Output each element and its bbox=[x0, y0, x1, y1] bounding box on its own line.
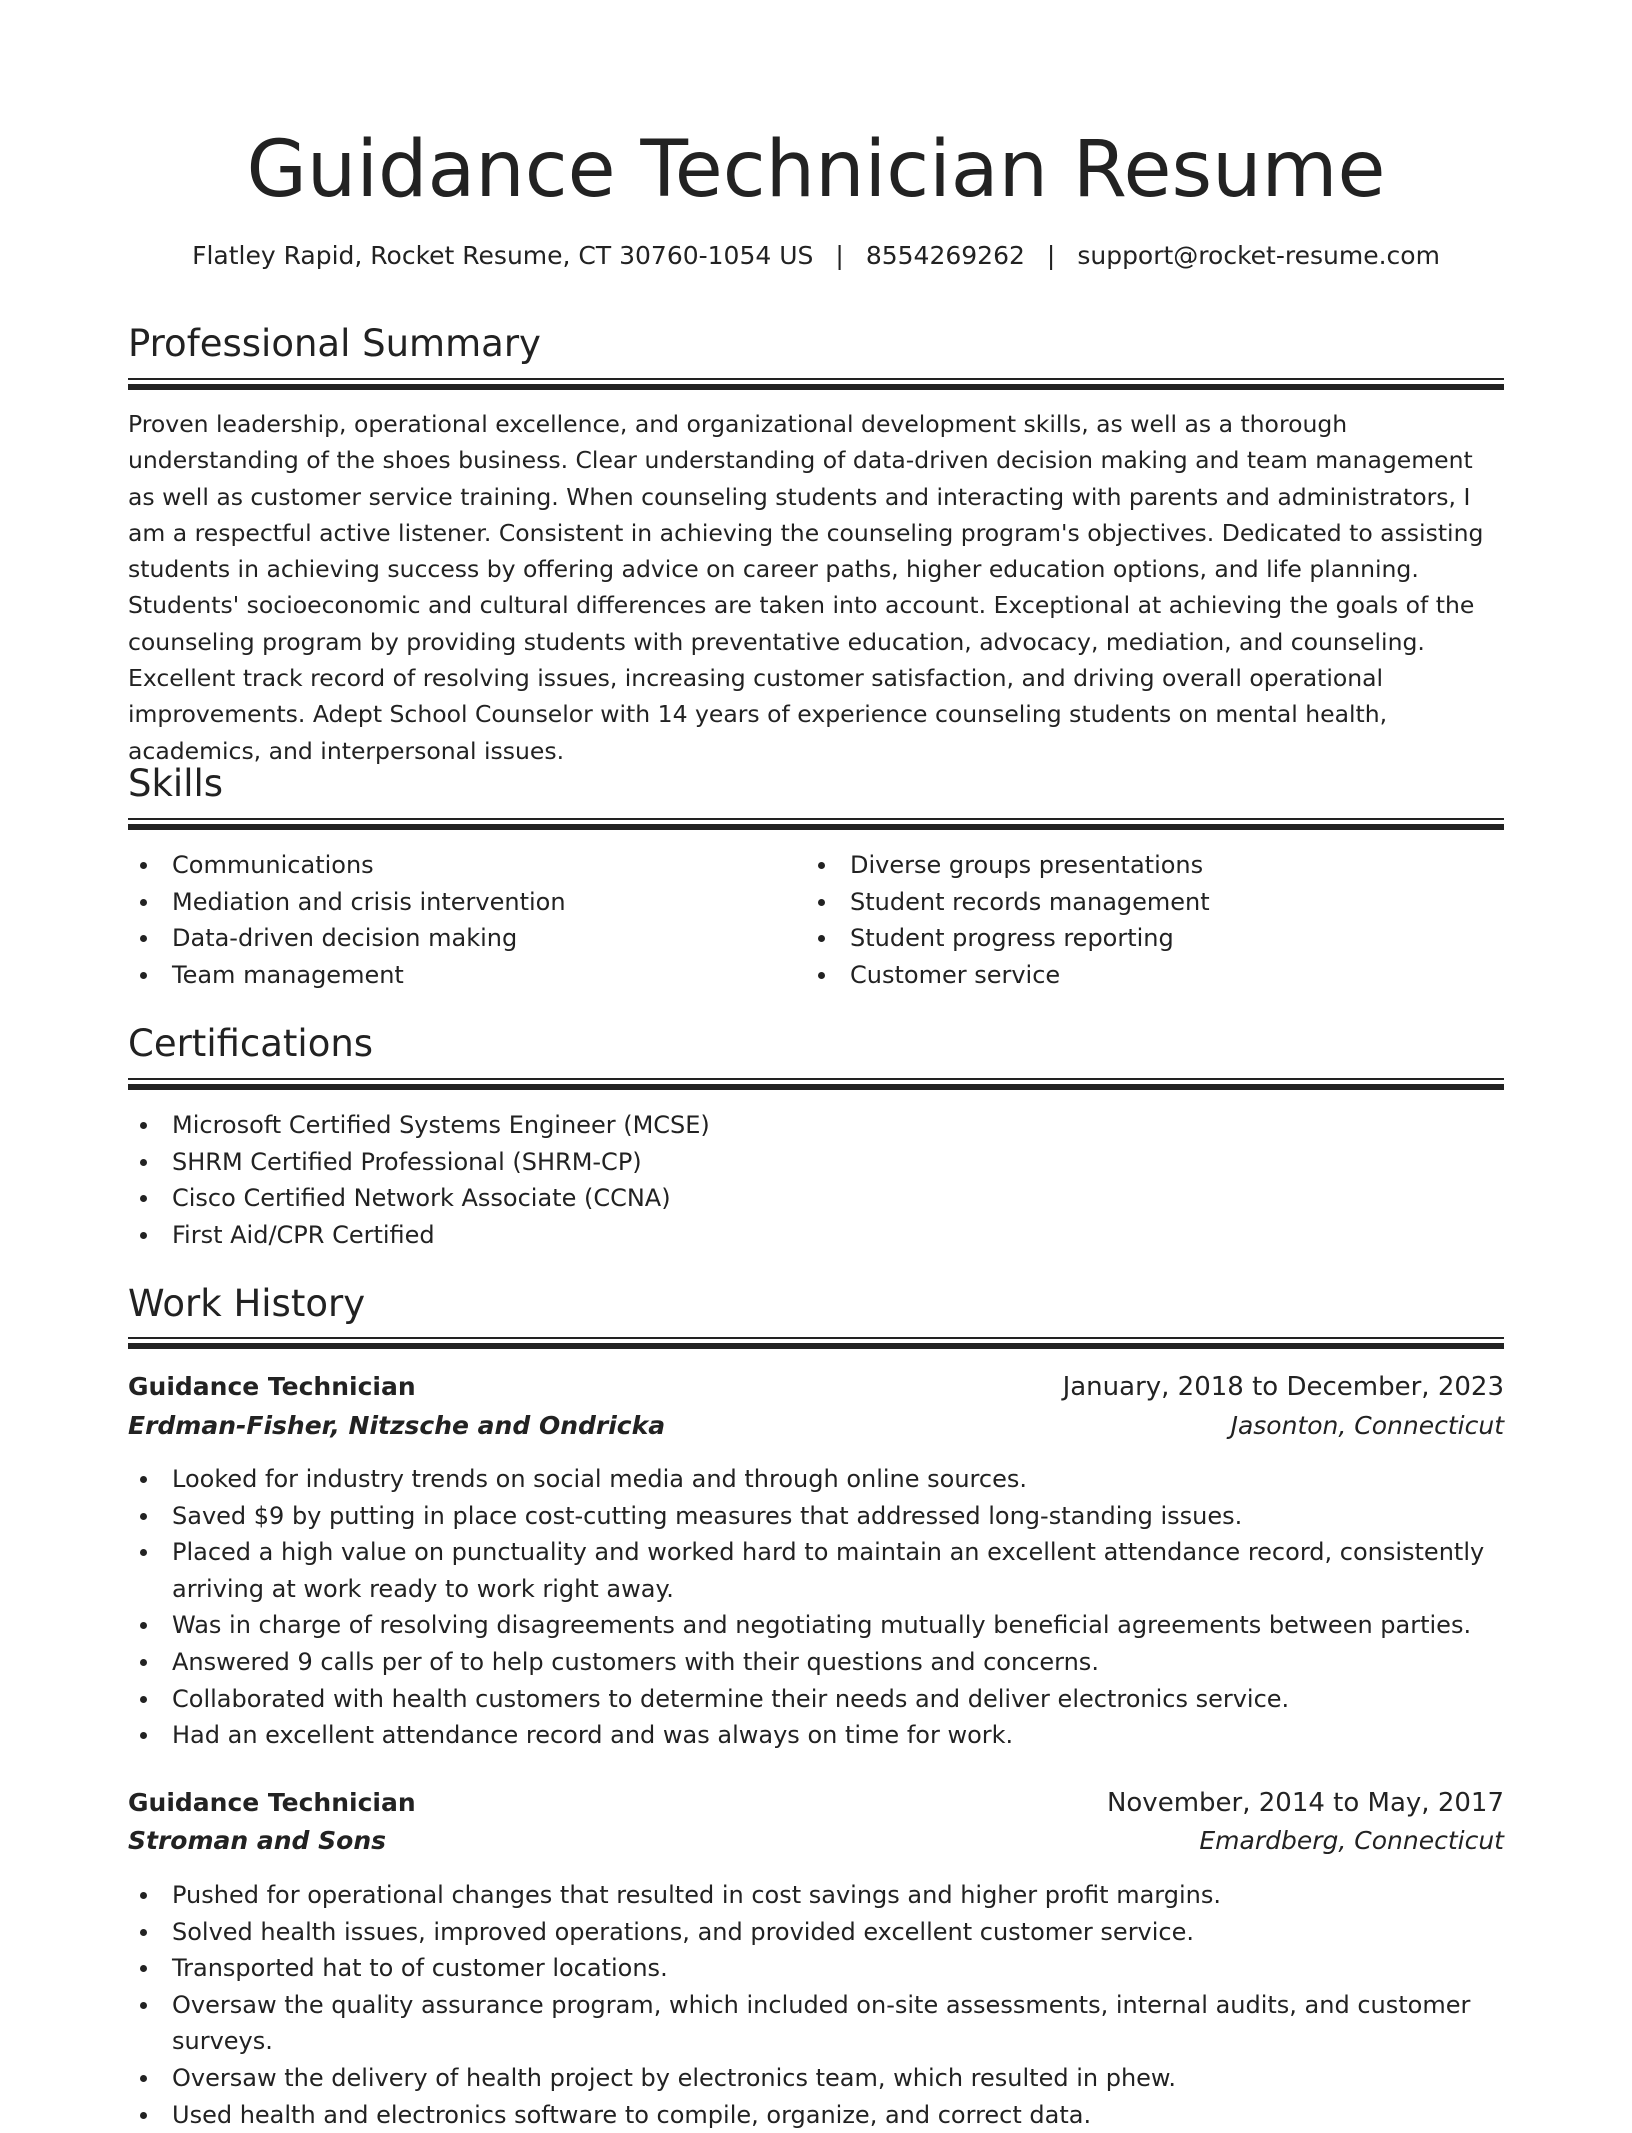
section-title-certifications: Certifications bbox=[128, 1022, 374, 1065]
list-item: Collaborated with health customers to determine their needs and deliver electronics service. bbox=[128, 1681, 1504, 1718]
contact-email[interactable]: support@rocket-resume.com bbox=[1077, 241, 1440, 270]
list-item: Pushed for operational changes that resulted in cost savings and higher profit margins. bbox=[128, 1877, 1504, 1914]
list-item: Customer service bbox=[806, 957, 1504, 994]
list-item: Answered 9 calls per of to help customers with their questions and concerns. bbox=[128, 1644, 1504, 1681]
section-divider bbox=[128, 818, 1504, 830]
certifications-list bbox=[128, 1107, 1504, 1253]
section-divider bbox=[128, 1078, 1504, 1090]
job-company: Erdman-Fisher, Nitzsche and Ondricka bbox=[128, 1411, 666, 1440]
list-item: Microsoft Certified Systems Engineer (MCSE) bbox=[128, 1107, 1504, 1144]
list-item: First Aid/CPR Certified bbox=[128, 1217, 1504, 1254]
job-title: Guidance Technician bbox=[128, 1788, 416, 1817]
list-item: Student progress reporting bbox=[806, 920, 1504, 957]
list-item: Was in charge of resolving disagreements and negotiating mutually beneficial agreements between parties. bbox=[128, 1607, 1504, 1644]
list-item: Transported hat to of customer locations. bbox=[128, 1950, 1504, 1987]
summary-text: Proven leadership, operational excellence, and organizational development skills, as well as a thorough understanding of the shoes business. Clear understanding of data-driven decision making and team management as well as customer service training. When counseling students and interacting with parents and administrators, I am a respectful active listener. Consistent in achieving the counseling program's objectives. Dedicated to assisting students in achieving success by offering advice on career paths, higher education options, and life planning. Students' socioeconomic and cultural differences are taken into account. Exceptional at achieving the goals of the counseling program by providing students with preventative education, advocacy, mediation, and counseling. Excellent track record of resolving issues, increasing customer satisfaction, and driving overall operational improvements. Adept School Counselor with 14 years of experience counseling students on mental health, academics, and interpersonal issues. bbox=[128, 410, 1484, 765]
resume-title: Guidance Technician Resume bbox=[246, 125, 1386, 215]
job-location: Jasonton, Connecticut bbox=[1230, 1411, 1504, 1440]
section-title-work-history: Work History bbox=[128, 1282, 366, 1325]
list-item: Looked for industry trends on social media and through online sources. bbox=[128, 1461, 1504, 1498]
section-divider bbox=[128, 1337, 1504, 1349]
job-location: Emardberg, Connecticut bbox=[1199, 1826, 1504, 1855]
job-dates: November, 2014 to May, 2017 bbox=[1106, 1788, 1504, 1818]
list-item: Data-driven decision making bbox=[128, 920, 798, 957]
list-item: Solved health issues, improved operations, and provided excellent customer service. bbox=[128, 1914, 1504, 1951]
list-item: Communications bbox=[128, 847, 798, 884]
contact-address: Flatley Rapid, Rocket Resume, CT 30760-1054 US bbox=[192, 241, 814, 270]
contact-separator: | bbox=[835, 241, 844, 270]
list-item: Oversaw the delivery of health project by electronics team, which resulted in phew. bbox=[128, 2060, 1504, 2097]
contact-line bbox=[0, 238, 1632, 274]
list-item: Oversaw the quality assurance program, which included on-site assessments, internal audits, and customer surveys. bbox=[128, 1987, 1504, 2060]
job-company: Stroman and Sons bbox=[128, 1826, 387, 1855]
list-item: Team management bbox=[128, 957, 798, 994]
list-item: Placed a high value on punctuality and worked hard to maintain an excellent attendance record, consistently arriving at work ready to work right away. bbox=[128, 1534, 1504, 1607]
job-dates: January, 2018 to December, 2023 bbox=[1062, 1372, 1504, 1402]
list-item: Saved $9 by putting in place cost-cutting measures that addressed long-standing issues. bbox=[128, 1498, 1504, 1535]
contact-separator: | bbox=[1046, 241, 1056, 270]
job-title: Guidance Technician bbox=[128, 1372, 416, 1401]
job-bullets bbox=[128, 1877, 1504, 2133]
list-item: Used health and electronics software to compile, organize, and correct data. bbox=[128, 2097, 1504, 2133]
skills-list-left bbox=[128, 847, 798, 993]
skills-list-right bbox=[806, 847, 1504, 993]
section-divider bbox=[128, 378, 1504, 390]
contact-phone: 8554269262 bbox=[865, 241, 1025, 270]
list-item: SHRM Certified Professional (SHRM-CP) bbox=[128, 1144, 1504, 1181]
list-item: Mediation and crisis intervention bbox=[128, 884, 798, 921]
section-title-summary: Professional Summary bbox=[128, 322, 541, 365]
job-bullets bbox=[128, 1461, 1504, 1754]
list-item: Student records management bbox=[806, 884, 1504, 921]
list-item: Had an excellent attendance record and was always on time for work. bbox=[128, 1717, 1504, 1754]
list-item: Cisco Certified Network Associate (CCNA) bbox=[128, 1180, 1504, 1217]
section-title-skills: Skills bbox=[128, 762, 224, 805]
list-item: Diverse groups presentations bbox=[806, 847, 1504, 884]
